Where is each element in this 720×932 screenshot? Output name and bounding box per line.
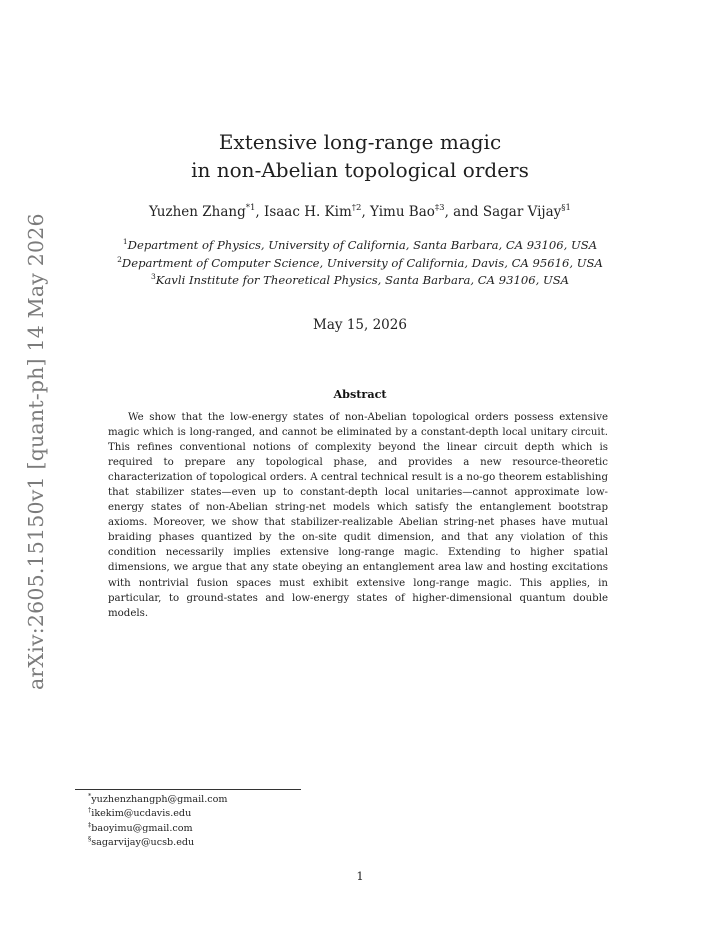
author-name: Isaac H. Kim <box>263 204 352 220</box>
author-marks: †2 <box>351 203 362 213</box>
author-marks: *1 <box>245 203 256 213</box>
affiliation <box>0 256 720 270</box>
abstract-body: We show that the low-energy states of non-Abelian topological orders possess extensive magic which is long-ranged, and cannot be eliminated by a constant-depth local unitary circuit. This refines conventional notions of complexity beyond the linear circuit depth which is required to prepare any topological phase, and provides a new resource-theoretic characterization of topological orders. A central technical result is a no-go theorem establishing that stabilizer states—even up to constant-depth local unitaries—cannot approximate low-energy states of non-Abelian string-net models which satisfy the entanglement bootstrap axioms. Moreover, we show that stabilizer-realizable Abelian string-net phases have mutual braiding phases quantized by the on-site qudit dimension, and that any violation of this condition necessarily implies extensive long-range magic. Extending to higher spatial dimensions, we argue that any state obeying an entanglement area law and hosting excitations with nontrivial fusion spaces must exhibit extensive long-range magic. This applies, in particular, to ground-states and low-energy states of higher-dimensional quantum double models. <box>108 412 608 619</box>
footnote-email: ikekim@ucdavis.edu <box>91 808 192 820</box>
footnote <box>88 836 228 850</box>
footnote-rule <box>75 789 301 790</box>
affiliation-text: Department of Computer Science, University of California, Davis, CA 95616, USA <box>121 256 603 270</box>
affiliation-text: Kavli Institute for Theoretical Physics, Santa Barbara, CA 93106, USA <box>155 273 570 287</box>
author-list <box>0 204 720 220</box>
footnote <box>88 822 228 836</box>
footnote <box>88 793 228 807</box>
affiliation-text: Department of Physics, University of California, Santa Barbara, CA 93106, USA <box>127 238 598 252</box>
paper-date: May 15, 2026 <box>313 317 407 333</box>
author-separator: , and <box>444 204 483 220</box>
page-number: 1 <box>356 869 364 883</box>
affiliation <box>0 238 720 252</box>
arxiv-identifier: arXiv:2605.15150v1 [quant-ph] 14 May 2026 <box>24 213 48 690</box>
footnote-mark: † <box>88 806 92 815</box>
author-marks: §1 <box>561 203 571 213</box>
affiliation-mark: 1 <box>122 237 128 246</box>
footnote-mark: ‡ <box>88 820 92 829</box>
author-separator: , <box>361 204 371 220</box>
author-marks: ‡3 <box>434 203 445 213</box>
paper-title-line-2: in non-Abelian topological orders <box>191 158 529 182</box>
footnote-email: yuzhenzhangph@gmail.com <box>91 794 228 805</box>
affiliation <box>0 273 720 287</box>
footnote-mark: * <box>88 792 92 800</box>
author-separator: , <box>255 204 264 220</box>
footnote-email: baoyimu@gmail.com <box>91 822 193 834</box>
footnote-mark: § <box>88 834 92 843</box>
abstract-heading: Abstract <box>333 387 387 401</box>
affiliation-mark: 2 <box>117 255 122 264</box>
footnote-email: sagarvijay@ucsb.edu <box>91 836 195 848</box>
paper-title-line-1: Extensive long-range magic <box>218 130 502 154</box>
author-name: Yimu Bao <box>370 204 435 220</box>
footnotes <box>88 793 228 850</box>
footnote <box>88 807 228 821</box>
affiliation-mark: 3 <box>150 272 156 281</box>
author-name: Sagar Vijay <box>482 204 562 220</box>
author-name: Yuzhen Zhang <box>149 204 246 220</box>
